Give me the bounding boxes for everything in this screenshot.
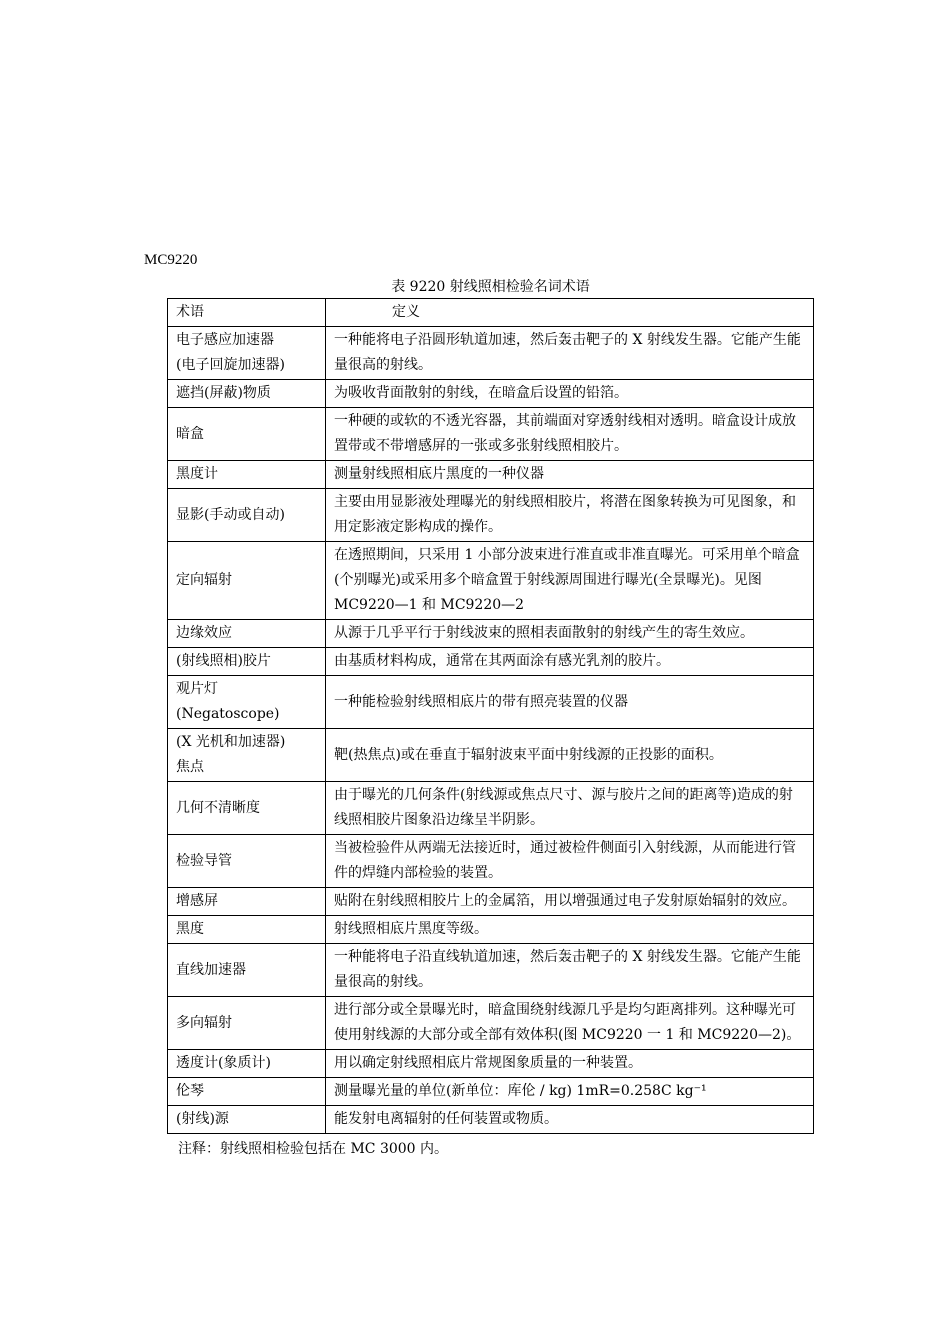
terms-table — [167, 298, 814, 1134]
table-row — [168, 542, 814, 620]
definition-cell: 一种硬的或软的不透光容器，其前端面对穿透射线相对透明。暗盒设计成放置带或不带增感屏的一张或多张射线照相胶片。 — [326, 408, 814, 461]
definition-cell: 在透照期间，只采用 1 小部分波束进行准直或非准直曝光。可采用单个暗盒(个别曝光)或采用多个暗盒置于射线源周围进行曝光(全景曝光)。见图 MC9220—1 和 MC9220—2 — [326, 542, 814, 620]
term-cell: 遮挡(屏蔽)物质 — [168, 380, 326, 408]
document-id: MC9220 — [144, 252, 198, 268]
definition-cell: 进行部分或全景曝光时，暗盒围绕射线源几乎是均匀距离排列。这种曝光可使用射线源的大部分或全部有效体积(图 MC9220 一 1 和 MC9220—2)。 — [326, 997, 814, 1050]
definition-cell: 从源于几乎平行于射线波束的照相表面散射的射线产生的寄生效应。 — [326, 620, 814, 648]
table-row — [168, 997, 814, 1050]
term-cell: 透度计(象质计) — [168, 1050, 326, 1078]
definition-cell: 一种能检验射线照相底片的带有照亮装置的仪器 — [326, 676, 814, 729]
term-cell: 黑度计 — [168, 461, 326, 489]
term-cell: 边缘效应 — [168, 620, 326, 648]
table-row — [168, 489, 814, 542]
term-cell: (射线)源 — [168, 1106, 326, 1134]
definition-cell: 用以确定射线照相底片常规图象质量的一种装置。 — [326, 1050, 814, 1078]
table-row — [168, 835, 814, 888]
term-cell: 黑度 — [168, 916, 326, 944]
term-cell: 增感屏 — [168, 888, 326, 916]
table-row — [168, 1050, 814, 1078]
definition-cell: 射线照相底片黑度等级。 — [326, 916, 814, 944]
definition-cell: 测量曝光量的单位(新单位：库伦 / kg) 1mR=0.258C kg⁻¹ — [326, 1078, 814, 1106]
table-row — [168, 461, 814, 489]
definition-cell: 主要由用显影液处理曝光的射线照相胶片，将潜在图象转换为可见图象，和用定影液定影构成的操作。 — [326, 489, 814, 542]
definition-cell: 当被检验件从两端无法接近时，通过被检件侧面引入射线源，从而能进行管件的焊缝内部检验的装置。 — [326, 835, 814, 888]
header-term: 术语 — [168, 299, 326, 327]
table-row — [168, 676, 814, 729]
table-row — [168, 916, 814, 944]
table-row — [168, 782, 814, 835]
term-cell: 暗盒 — [168, 408, 326, 461]
definition-cell: 由基质材料构成，通常在其两面涂有感光乳剂的胶片。 — [326, 648, 814, 676]
table-header-row — [168, 299, 814, 327]
term-cell: 观片灯 (Negatoscope) — [168, 676, 326, 729]
table-row — [168, 944, 814, 997]
table-row — [168, 1078, 814, 1106]
table-note: 注释：射线照相检验包括在 MC 3000 内。 — [178, 1141, 449, 1157]
table-row — [168, 380, 814, 408]
definition-cell: 由于曝光的几何条件(射线源或焦点尺寸、源与胶片之间的距离等)造成的射线照相胶片图象沿边缘呈半阴影。 — [326, 782, 814, 835]
table-row — [168, 1106, 814, 1134]
term-cell: 直线加速器 — [168, 944, 326, 997]
term-cell: 检验导管 — [168, 835, 326, 888]
header-definition: 定义 — [326, 299, 814, 327]
table-row — [168, 327, 814, 380]
term-cell: 电子感应加速器 (电子回旋加速器) — [168, 327, 326, 380]
term-cell: 显影(手动或自动) — [168, 489, 326, 542]
term-cell: 几何不清晰度 — [168, 782, 326, 835]
table-row — [168, 648, 814, 676]
definition-cell: 靶(热焦点)或在垂直于辐射波束平面中射线源的正投影的面积。 — [326, 729, 814, 782]
table-row — [168, 408, 814, 461]
term-cell: (X 光机和加速器) 焦点 — [168, 729, 326, 782]
definition-cell: 贴附在射线照相胶片上的金属箔，用以增强通过电子发射原始辐射的效应。 — [326, 888, 814, 916]
definition-cell: 测量射线照相底片黑度的一种仪器 — [326, 461, 814, 489]
term-cell: 伦琴 — [168, 1078, 326, 1106]
definition-cell: 一种能将电子沿直线轨道加速，然后轰击靶子的 X 射线发生器。它能产生能量很高的射线。 — [326, 944, 814, 997]
table-row — [168, 620, 814, 648]
term-cell: 定向辐射 — [168, 542, 326, 620]
definition-cell: 一种能将电子沿圆形轨道加速，然后轰击靶子的 X 射线发生器。它能产生能量很高的射线。 — [326, 327, 814, 380]
term-cell: (射线照相)胶片 — [168, 648, 326, 676]
table-row — [168, 888, 814, 916]
definition-cell: 能发射电离辐射的任何装置或物质。 — [326, 1106, 814, 1134]
table-row — [168, 729, 814, 782]
definition-cell: 为吸收背面散射的射线，在暗盒后设置的铅箔。 — [326, 380, 814, 408]
term-cell: 多向辐射 — [168, 997, 326, 1050]
table-caption: 表 9220 射线照相检验名词术语 — [391, 279, 590, 295]
